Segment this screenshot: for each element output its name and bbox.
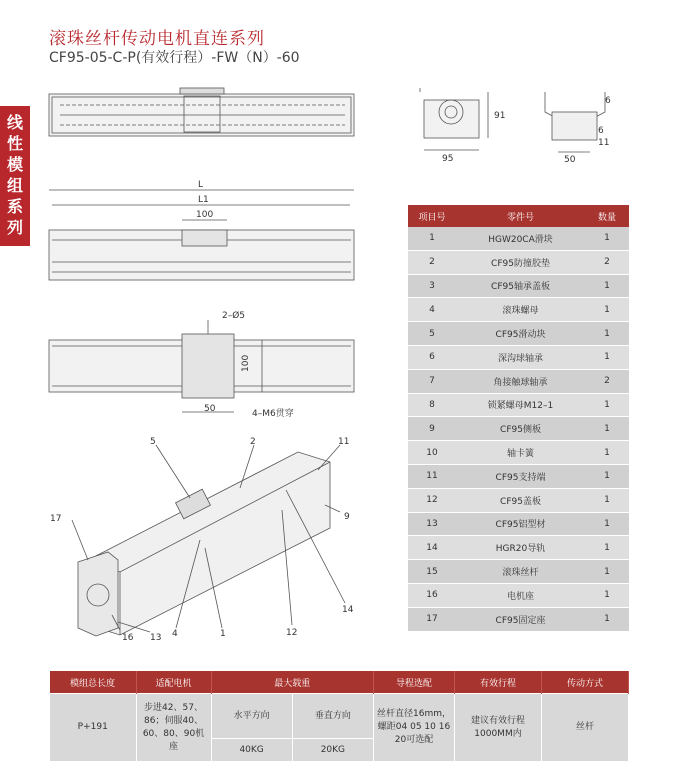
parts-cell-part: HGR20导轨 — [456, 536, 585, 560]
dim-end-width: 95 — [442, 154, 454, 164]
parts-cell-part: CF95支持端 — [456, 464, 585, 488]
callout-17: 17 — [50, 514, 62, 524]
parts-row — [408, 393, 629, 417]
parts-cell-no: 6 — [408, 345, 456, 369]
parts-cell-qty: 1 — [585, 536, 629, 560]
callout-5: 5 — [150, 437, 156, 447]
parts-row — [408, 250, 629, 274]
spec-load-h: 40KG — [211, 739, 292, 762]
parts-cell-qty: 1 — [585, 417, 629, 441]
dim-profile-6b: 6 — [598, 126, 604, 136]
parts-cell-no: 16 — [408, 583, 456, 607]
spec-load-v: 20KG — [292, 739, 373, 762]
side-tab-char: 组 — [6, 176, 23, 195]
parts-row — [408, 369, 629, 393]
parts-cell-part: HGW20CA滑块 — [456, 227, 585, 250]
parts-cell-qty: 1 — [585, 464, 629, 488]
parts-cell-no: 14 — [408, 536, 456, 560]
parts-cell-no: 13 — [408, 512, 456, 536]
parts-header-no: 项目号 — [408, 205, 456, 227]
parts-header-part: 零件号 — [456, 205, 585, 227]
parts-cell-no: 5 — [408, 322, 456, 346]
parts-cell-part: CF95固定座 — [456, 607, 585, 631]
parts-cell-no: 12 — [408, 488, 456, 512]
parts-cell-qty: 2 — [585, 369, 629, 393]
parts-cell-part: 滚珠螺母 — [456, 298, 585, 322]
parts-cell-qty: 1 — [585, 227, 629, 250]
dim-side-mount: 4–M6贯穿 — [252, 409, 294, 419]
callout-9: 9 — [344, 512, 350, 522]
parts-header-qty: 数量 — [585, 205, 629, 227]
parts-row — [408, 488, 629, 512]
dim-end-height: 91 — [494, 111, 506, 121]
parts-cell-qty: 1 — [585, 322, 629, 346]
spec-header-length: 模组总长度 — [50, 671, 137, 694]
parts-cell-part: 角接触球轴承 — [456, 369, 585, 393]
side-view-drawing — [49, 320, 354, 412]
isometric-drawing — [72, 445, 345, 636]
side-tab-char: 列 — [6, 218, 23, 237]
dim-profile-6a: 6 — [605, 96, 611, 106]
parts-row — [408, 227, 629, 250]
parts-cell-part: 轴卡簧 — [456, 441, 585, 465]
spec-drive: 丝杆 — [542, 694, 629, 762]
parts-row — [408, 322, 629, 346]
parts-cell-part: CF95轴承盖板 — [456, 274, 585, 298]
parts-row — [408, 298, 629, 322]
parts-row — [408, 512, 629, 536]
dim-length-L: L — [198, 180, 204, 190]
top-view-drawing — [49, 88, 354, 136]
parts-cell-part: 深沟球轴承 — [456, 345, 585, 369]
parts-cell-no: 4 — [408, 298, 456, 322]
parts-cell-no: 7 — [408, 369, 456, 393]
parts-row — [408, 560, 629, 584]
spec-length: P+191 — [50, 694, 137, 762]
parts-cell-part: CF95铝型材 — [456, 512, 585, 536]
dim-length-100: 100 — [196, 210, 214, 220]
spec-load-h-label: 水平方向 — [211, 694, 292, 739]
parts-row — [408, 441, 629, 465]
parts-row — [408, 464, 629, 488]
parts-row — [408, 417, 629, 441]
parts-row — [408, 607, 629, 631]
dim-profile-11: 11 — [598, 138, 610, 148]
spec-lead: 丝杆直径16mm，螺距04 05 10 16 20可选配 — [374, 694, 455, 762]
spec-header-motor: 适配电机 — [136, 671, 211, 694]
parts-cell-qty: 1 — [585, 607, 629, 631]
parts-row — [408, 345, 629, 369]
parts-table — [408, 205, 629, 632]
spec-header-drive: 传动方式 — [542, 671, 629, 694]
parts-cell-no: 9 — [408, 417, 456, 441]
parts-cell-no: 3 — [408, 274, 456, 298]
dim-hole: 2–Ø5 — [222, 311, 246, 321]
parts-cell-no: 2 — [408, 250, 456, 274]
parts-cell-qty: 1 — [585, 298, 629, 322]
spec-header-lead: 导程选配 — [374, 671, 455, 694]
callout-1: 1 — [220, 629, 226, 639]
callout-14: 14 — [342, 605, 354, 615]
model-code: CF95-05-C-P(有效行程）-FW（N）-60 — [49, 50, 300, 66]
spec-motor: 步进42、57、86；伺服40、60、80、90机座 — [136, 694, 211, 762]
parts-cell-qty: 1 — [585, 393, 629, 417]
parts-cell-qty: 1 — [585, 512, 629, 536]
callout-4: 4 — [172, 629, 178, 639]
callout-2: 2 — [250, 437, 256, 447]
spec-header-stroke: 有效行程 — [455, 671, 542, 694]
callout-11: 11 — [338, 437, 350, 447]
spec-table — [49, 671, 629, 762]
end-view-drawing — [420, 88, 488, 150]
parts-cell-no: 1 — [408, 227, 456, 250]
parts-cell-part: 锁紧螺母M12–1 — [456, 393, 585, 417]
parts-cell-part: 电机座 — [456, 583, 585, 607]
parts-row — [408, 274, 629, 298]
parts-cell-qty: 1 — [585, 488, 629, 512]
callout-16: 16 — [122, 633, 134, 643]
parts-cell-qty: 1 — [585, 560, 629, 584]
side-tab-char: 系 — [6, 197, 23, 216]
spec-load-v-label: 垂直方向 — [292, 694, 373, 739]
spec-stroke: 建议有效行程1000MM内 — [455, 694, 542, 762]
dim-side-50: 50 — [204, 404, 216, 414]
parts-cell-qty: 1 — [585, 583, 629, 607]
parts-cell-no: 17 — [408, 607, 456, 631]
dim-profile-50: 50 — [564, 155, 576, 165]
dim-length-L1: L1 — [198, 195, 209, 205]
parts-cell-no: 11 — [408, 464, 456, 488]
parts-cell-part: CF95滑动块 — [456, 322, 585, 346]
parts-cell-qty: 1 — [585, 345, 629, 369]
parts-cell-no: 10 — [408, 441, 456, 465]
parts-cell-qty: 1 — [585, 274, 629, 298]
parts-row — [408, 536, 629, 560]
side-tab-char: 模 — [6, 155, 23, 174]
parts-cell-no: 8 — [408, 393, 456, 417]
parts-cell-qty: 1 — [585, 441, 629, 465]
page-title: 滚珠丝杆传动电机直连系列 — [49, 29, 265, 49]
parts-cell-part: 滚珠丝杆 — [456, 560, 585, 584]
dim-side-100: 100 — [241, 354, 251, 372]
parts-cell-part: CF95侧板 — [456, 417, 585, 441]
side-tab-char: 性 — [6, 134, 23, 153]
side-tab-char: 线 — [6, 113, 23, 132]
parts-row — [408, 583, 629, 607]
callout-12: 12 — [286, 628, 298, 638]
parts-cell-part: CF95盖板 — [456, 488, 585, 512]
parts-cell-qty: 2 — [585, 250, 629, 274]
callout-13: 13 — [150, 633, 162, 643]
spec-header-load: 最大载重 — [211, 671, 374, 694]
profile-view-drawing — [545, 92, 605, 152]
parts-cell-part: CF95防撞胶垫 — [456, 250, 585, 274]
parts-cell-no: 15 — [408, 560, 456, 584]
